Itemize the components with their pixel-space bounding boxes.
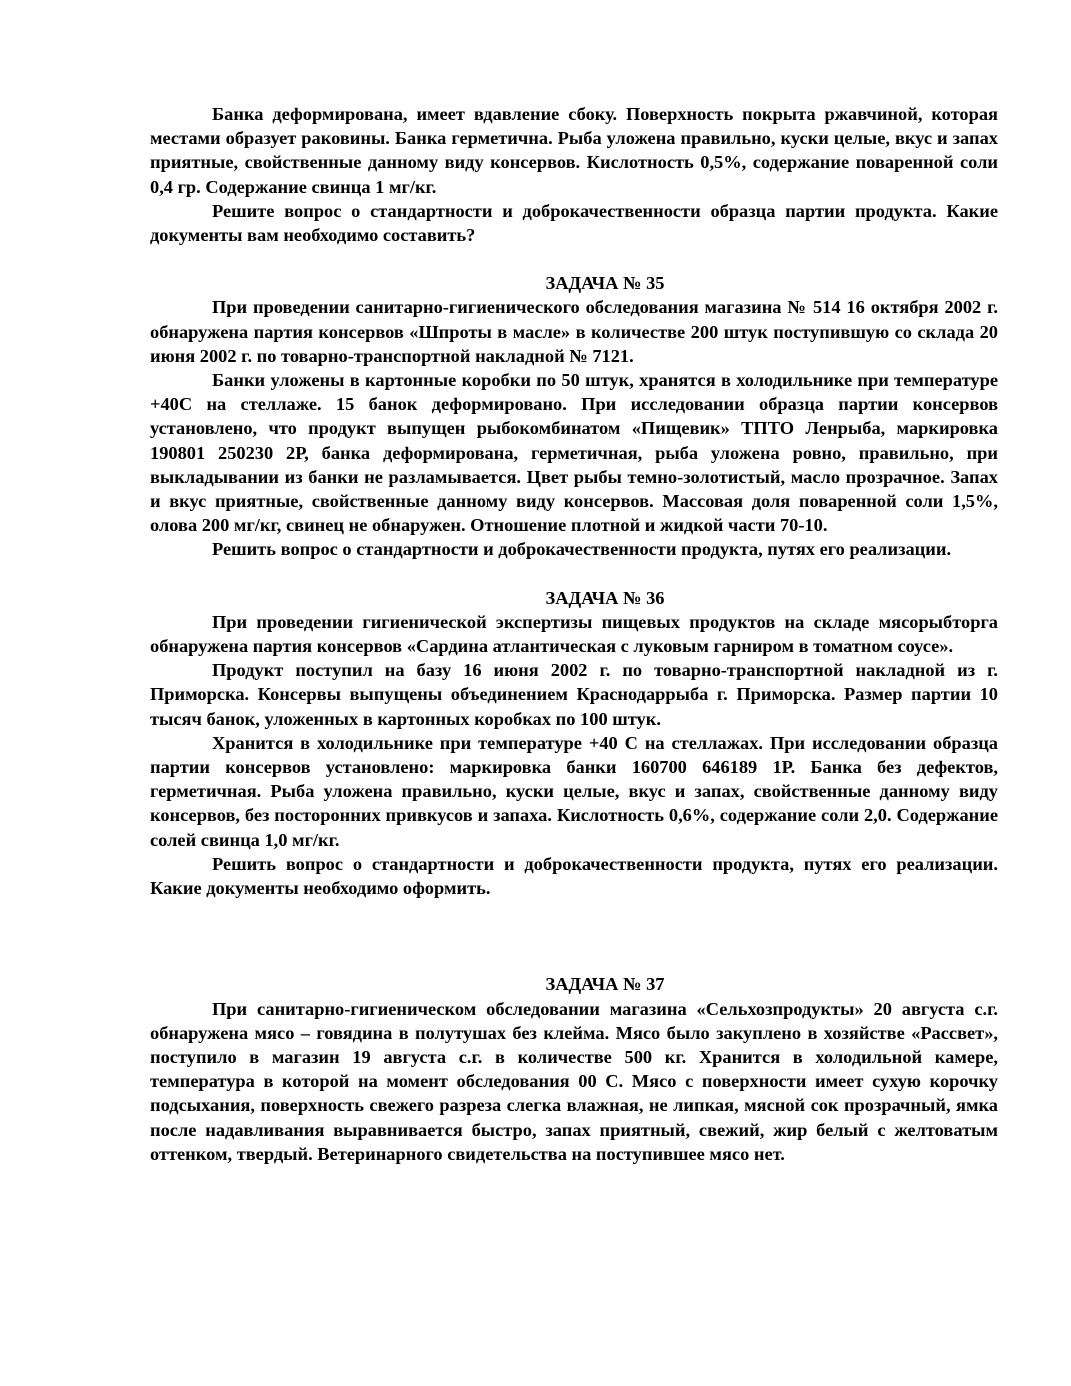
intro-paragraph-1: Банка деформирована, имеет вдавление сбоку. Поверхность покрыта ржавчиной, которая местами образует раковины. Банка герметична. Рыба уложена правильно, куски целые, вкус и запах приятные, свойственные данному виду консервов. Кислотность 0,5%, содержание поваренной соли 0,4 гр. Содержание свинца 1 мг/кг. (150, 104, 998, 197)
spacer (150, 247, 998, 271)
spacer (150, 900, 998, 972)
task-36-paragraph-4: Решить вопрос о стандартности и доброкачественности продукта, путях его реализации. Какие документы необходимо оформить. (150, 853, 998, 899)
spacer (150, 562, 998, 586)
task-35-paragraph-1: При проведении санитарно-гигиенического обследования магазина № 514 16 октября 2002 г. обнаружена партия консервов «Шпроты в масле» в количестве 200 штук поступившую со склада 20 июня 2002 г. по товарно-транспортной накладной № 7121. (150, 297, 998, 366)
task-36-title: ЗАДАЧА № 36 (545, 587, 665, 608)
task-37-title: ЗАДАЧА № 37 (545, 974, 665, 995)
task-36-paragraph-3: Хранится в холодильнике при температуре +40 С на стеллажах. При исследовании образца партии консервов установлено: маркировка банки 160700 646189 1Р. Банка без дефектов, герметичная. Рыба уложена правильно, куски целые, вкус и запах, свойственные данному виду консервов, без посторонних привкусов и запаха. Кислотность 0,6%, содержание соли 2,0. Содержание солей свинца 1,0 мг/кг. (150, 732, 998, 850)
task-36-paragraph-1: При проведении гигиенической экспертизы пищевых продуктов на складе мясорыбторга обнаружена партия консервов «Сардина атлантическая с луковым гарниром в томатном соусе». (150, 611, 998, 657)
task-35-title: ЗАДАЧА № 35 (545, 273, 665, 294)
task-35-paragraph-2: Банки уложены в картонные коробки по 50 штук, хранятся в холодильнике при температуре +40С на стеллаже. 15 банок деформировано. При исследовании образца партии консервов установлено, что продукт выпущен рыбокомбинатом «Пищевик» ТПТО Ленрыба, маркировка 190801 250230 2Р, банка деформирована, герметичная, рыба уложена ровно, правильно, при выкладывании из банки не разламывается. Цвет рыбы темно-золотистый, масло прозрачное. Запах и вкус приятные, свойственные данному виду консервов. Массовая доля поваренной соли 1,5%, олова 200 мг/кг, свинец не обнаружен. Отношение плотной и жидкой части 70-10. (150, 370, 998, 536)
task-35-paragraph-3: Решить вопрос о стандартности и доброкачественности продукта, путях его реализации. (212, 539, 952, 560)
task-36-paragraph-2: Продукт поступил на базу 16 июня 2002 г. по товарно-транспортной накладной из г. Приморска. Консервы выпущены объединением Краснодаррыба г. Приморска. Размер партии 10 тысяч банок, уложенных в картонных коробках по 100 штук. (150, 660, 998, 729)
document-page (150, 102, 998, 1166)
intro-paragraph-2: Решите вопрос о стандартности и доброкачественности образца партии продукта. Какие документы вам необходимо составить? (150, 200, 998, 246)
task-37-paragraph-1: При санитарно-гигиеническом обследовании магазина «Сельхозпродукты» 20 августа с.г. обнаружена мясо – говядина в полутушах без клейма. Мясо было закуплено в хозяйстве «Рассвет», поступило в магазин 19 августа с.г. в количестве 500 кг. Хранится в холодильной камере, температура в которой на момент обследования 00 С. Мясо с поверхности имеет сухую корочку подсыхания, поверхность свежего разреза слегка влажная, не липкая, мясной сок прозрачный, ямка после надавливания выравнивается быстро, запах приятный, свежий, жир белый с желтоватым оттенком, твердый. Ветеринарного свидетельства на поступившее мясо нет. (150, 998, 998, 1164)
